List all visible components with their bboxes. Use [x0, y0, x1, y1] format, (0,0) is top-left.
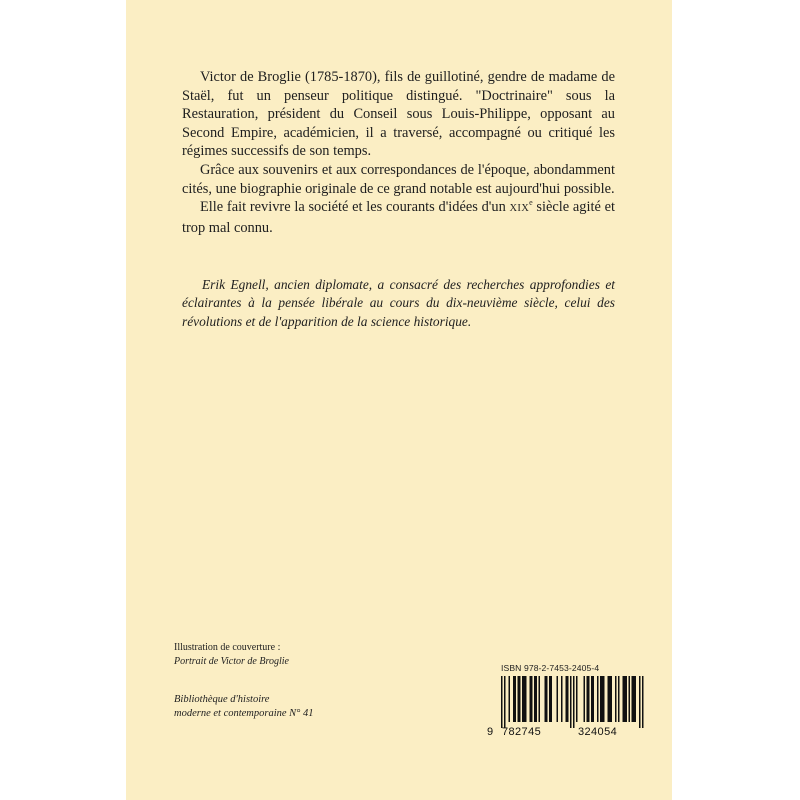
barcode-bar: [557, 676, 559, 722]
blurb-paragraph-3: [182, 198, 615, 237]
barcode-bar: [522, 676, 524, 722]
barcode-bars: [487, 676, 665, 728]
barcode-bar: [626, 676, 628, 722]
series-name: [174, 693, 314, 721]
barcode-bar: [639, 676, 641, 728]
barcode-bar: [525, 676, 527, 722]
barcode-right-digits: 324054: [578, 726, 618, 738]
barcode-bar: [615, 676, 617, 722]
barcode-bar: [530, 676, 532, 722]
barcode-bar: [546, 676, 548, 722]
barcode-bar: [573, 676, 575, 728]
blurb-p3-start: Elle fait revivre la société et les courants d'idées d'un: [200, 199, 510, 216]
barcode-bar: [609, 676, 611, 722]
barcode-bar: [597, 676, 599, 722]
cover-credit: [174, 641, 289, 668]
barcode-bar: [539, 676, 541, 722]
barcode-bar: [531, 676, 533, 722]
barcode-bar: [549, 676, 551, 722]
barcode-left-digits: 782745: [502, 726, 542, 738]
barcode-bar: [587, 676, 589, 722]
barcode-bar: [519, 676, 521, 722]
barcode-bar: [584, 676, 586, 722]
century-superscript: e: [529, 198, 533, 208]
barcode-bar: [518, 676, 520, 722]
barcode-bar: [618, 676, 620, 722]
barcode-bar: [633, 676, 635, 722]
barcode-bar: [611, 676, 613, 722]
barcode-bar: [588, 676, 590, 722]
barcode-bar: [603, 676, 605, 722]
barcode: [487, 676, 665, 740]
series-line-2: moderne et contemporaine N° 41: [174, 708, 314, 719]
barcode-bar: [602, 676, 604, 722]
book-blurb: [182, 68, 615, 237]
barcode-bar: [509, 676, 511, 722]
barcode-bar: [545, 676, 547, 722]
credit-label: Illustration de couverture :: [174, 642, 281, 653]
barcode-bar: [629, 676, 631, 722]
barcode-bar: [504, 676, 506, 728]
barcode-bar: [551, 676, 553, 722]
blurb-paragraph-2: Grâce aux souvenirs et aux correspondances de l'époque, abondamment cités, une biographie originale de ce grand notable est aujourd'hui possible.: [182, 161, 615, 197]
barcode-bar: [593, 676, 595, 722]
barcode-bar: [513, 676, 515, 722]
barcode-bar: [576, 676, 578, 722]
barcode-bar: [536, 676, 538, 722]
barcode-bar: [635, 676, 637, 722]
barcode-bar: [632, 676, 634, 722]
barcode-bar: [567, 676, 569, 722]
blurb-paragraph-1: Victor de Broglie (1785-1870), fils de guillotiné, gendre de madame de Staël, fut un penseur politique distingué. "Doctrinaire" sous la Restauration, président du Conseil sous Louis-Philippe, opposant au Second Empire, académicien, il a traversé, accompagné ou critiqué les régimes successifs de son temps.: [182, 69, 615, 160]
blurb-p3-end: siècle agité et trop mal connu.: [182, 199, 615, 236]
isbn-label: ISBN 978-2-7453-2405-4: [501, 663, 600, 673]
barcode-bar: [642, 676, 644, 728]
barcode-bar: [570, 676, 572, 728]
barcode-bar: [561, 676, 563, 722]
barcode-bar: [600, 676, 602, 722]
barcode-bar: [534, 676, 536, 722]
barcode-bar: [501, 676, 503, 728]
series-line-1: Bibliothèque d'histoire: [174, 694, 270, 705]
barcode-bar: [566, 676, 568, 722]
barcode-bar: [591, 676, 593, 722]
barcode-bar: [608, 676, 610, 722]
back-cover: [126, 0, 672, 800]
credit-title: Portrait de Victor de Broglie: [174, 655, 289, 667]
century-numeral: XIX: [509, 203, 530, 215]
barcode-bar: [524, 676, 526, 722]
barcode-lead-digit: 9: [487, 726, 494, 738]
author-note: Erik Egnell, ancien diplomate, a consacré des recherches approfondies et éclairantes à la pensée libérale au cours du dix-neuvième siècle, celui des révolutions et de l'apparition de la science historique.: [182, 277, 615, 329]
barcode-bar: [624, 676, 626, 722]
barcode-bar: [623, 676, 625, 722]
barcode-bar: [515, 676, 517, 722]
